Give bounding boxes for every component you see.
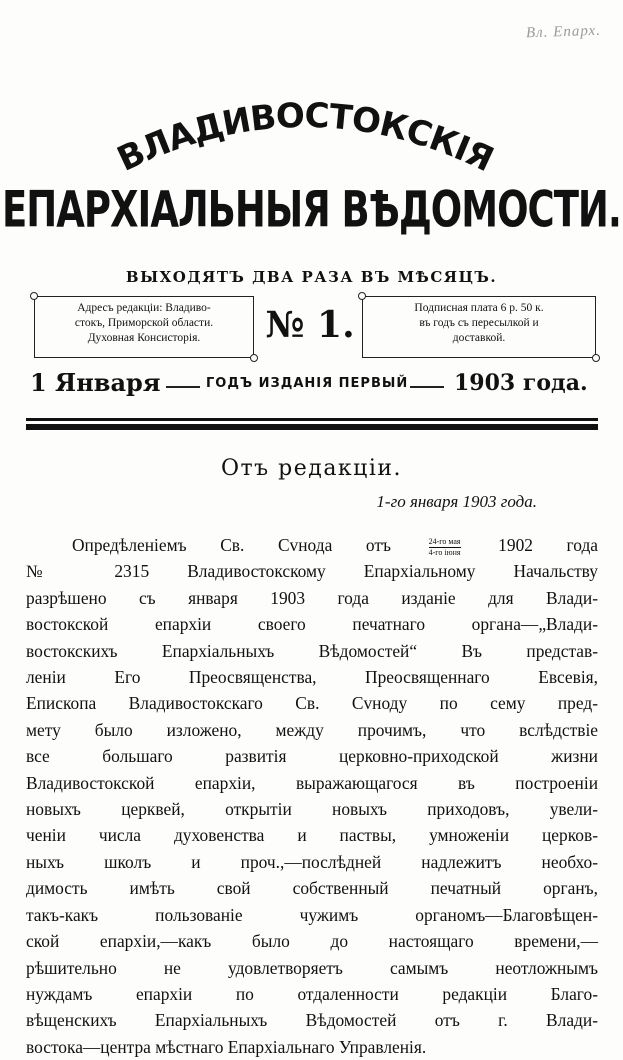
- article-line-text: Опредѣленіемъ Св. Сvнода отъ: [72, 535, 391, 555]
- divider-dash: [166, 386, 200, 388]
- article-line: востокскихъ Епархіальныхъ Вѣдомостей“ Въ представ-: [26, 640, 598, 661]
- subscription-line: въ годъ съ пересылкой и: [419, 317, 539, 329]
- header-rule-thin: [26, 418, 598, 421]
- info-row: [26, 296, 596, 362]
- issue-date: 1 Января: [30, 368, 161, 397]
- article-line: ской епархіи,—какъ было до настоящаго времени,—: [26, 931, 598, 952]
- article-line: нуждамъ епархіи по отдаленности редакціи Благо-: [26, 983, 598, 1004]
- article-dateline: 1-го января 1903 года.: [376, 492, 537, 511]
- arc-title-text: ВЛАДИВОСТОКСКІЯ: [111, 95, 499, 180]
- publication-frequency: ВЫХОДЯТЪ ДВА РАЗА ВЪ МѢСЯЦЪ.: [125, 268, 498, 286]
- publication-year-label: ГОДЪ ИЗДАНІЯ ПЕРВЫЙ: [206, 376, 409, 391]
- article-line: ченіи числа духовенства и паствы, умноженіи церков-: [26, 825, 598, 846]
- article-line: все большаго развитія церковно-приходской жизни: [26, 746, 598, 767]
- issue-year: 1903 года.: [454, 370, 588, 396]
- publication-title: ЕПАРХІАЛЬНЫЯ ВѢДОМОСТИ.: [2, 180, 621, 239]
- article-line: Владивостокской епархіи, выражающагося въ построеніи: [26, 772, 598, 793]
- address-line: Адресъ редакціи: Владиво-: [77, 302, 211, 314]
- date-row: [26, 368, 596, 402]
- article-line: новыхъ церквей, открытіи новыхъ приходовъ, увели-: [26, 799, 598, 820]
- article-heading: Отъ редакціи.: [220, 456, 403, 481]
- article-line: № 2315 Владивостокскому Епархіальному Начальству: [26, 561, 598, 582]
- library-stamp: Вл. Епарх.: [525, 22, 602, 42]
- subscription-line: доставкой.: [452, 332, 506, 344]
- address-line: Духовная Консисторія.: [87, 332, 201, 344]
- article-line: такъ-какъ пользованіе чужимъ органомъ—Благовѣщен-: [26, 904, 598, 925]
- address-box: [34, 296, 254, 358]
- article-line-text: 1902 года: [498, 535, 599, 555]
- arc-title: [0, 78, 623, 188]
- divider-dash: [410, 386, 444, 388]
- issue-number: № 1.: [265, 304, 355, 346]
- article-line: Епископа Владивостокскаго Св. Сvноду по сему пред-: [26, 693, 598, 714]
- article-line: разрѣшено съ января 1903 года изданіе для Влади-: [26, 587, 598, 608]
- svg-text:ВЛАДИВОСТОКСКІЯ: [111, 96, 498, 180]
- article-line: рѣшительно не удовлетворяетъ самымъ неотложнымъ: [26, 957, 598, 978]
- article-line: ныхъ школъ и проч.,—послѣдней надлежитъ необхо-: [26, 851, 598, 872]
- header-rule-thick: [26, 424, 598, 430]
- article-line: димость имѣть свой собственный печатный органъ,: [26, 878, 598, 899]
- article-line: востока—центра мѣстнаго Епархіальнаго Управленія.: [26, 1036, 427, 1057]
- article-line: вѣщенскихъ Епархіальныхъ Вѣдомостей отъ г. Влади-: [26, 1010, 598, 1031]
- article-body: [26, 532, 598, 1060]
- article-line: [26, 532, 598, 558]
- article-line: леніи Его Преосвященства, Преосвященнаго Евсевія,: [26, 667, 598, 688]
- article-line: востокской епархіи своего печатнаго органа—„Влади-: [26, 614, 598, 635]
- subscription-line: Подписная плата 6 р. 50 к.: [414, 302, 544, 314]
- address-line: стокъ, Приморской области.: [74, 317, 214, 329]
- subscription-box: [362, 296, 596, 358]
- article-line: мету было изложено, между прочимъ, что вслѣдствіе: [26, 719, 598, 740]
- date-fraction: $\frac{\text{24-го мая}}{\text{4-го іюня}}$: [428, 537, 461, 557]
